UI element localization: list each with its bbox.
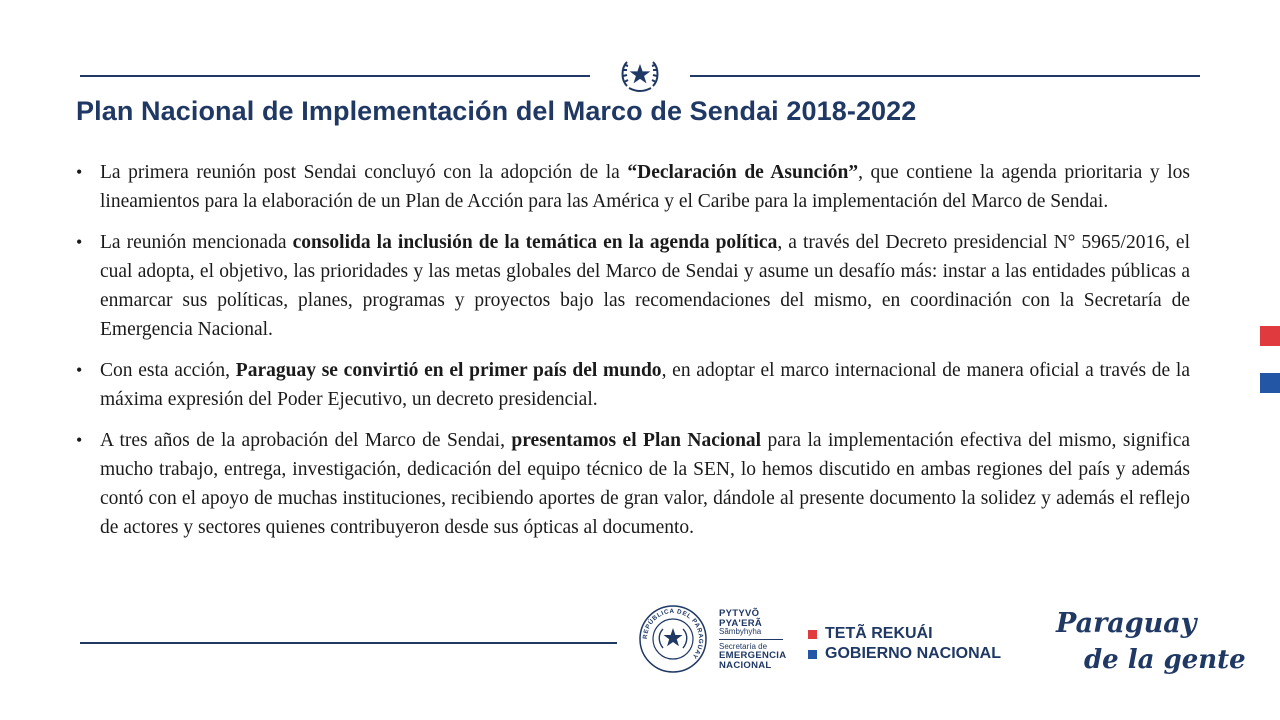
svg-text:Paraguay: Paraguay <box>1056 608 1197 639</box>
bullet-list <box>76 158 1190 554</box>
page-title: Plan Nacional de Implementación del Marco de Sendai 2018-2022 <box>76 96 917 126</box>
top-rule-left <box>80 75 590 77</box>
agency-logo: PYTYVÕ PYA'ERÃ Sãmbyhyha Secretaría de EMERGENCIA NACIONAL <box>719 608 787 671</box>
blue-square-icon <box>808 650 817 659</box>
bullet-item: • A tres años de la aprobación del Marco de Sendai, presentamos el Plan Nacional para la implementación efectiva del mismo, significa mucho trabajo, entrega, investigación, dedicación del equipo técnico de la SEN, lo hemos discutido en ambas regiones del país y además contó con el apoyo de muchas instituciones, recibiendo aportes de gran valor, dándole al presente documento la solidez y además el reflejo de actores y sectores quienes contribuyeron desde sus ópticas al documento. <box>76 426 1190 542</box>
bullet-item: • La primera reunión post Sendai concluyó con la adopción de la “Declaración de Asunción”, que contiene la agenda prioritaria y los lineamientos para la elaboración de un Plan de Acción para las América y el Caribe para la implementación del Marco de Sendai. <box>76 158 1190 216</box>
government-logo: TETÃ REKUÁI GOBIERNO NACIONAL <box>808 624 1001 664</box>
svg-text:de la gente: de la gente <box>1084 645 1246 675</box>
svg-text:REPÚBLICA DEL PARAGUAY: REPÚBLICA DEL PARAGUAY <box>641 607 705 661</box>
flag-blue-mark <box>1260 373 1280 393</box>
red-square-icon <box>808 630 817 639</box>
bullet-item: • Con esta acción, Paraguay se convirtió en el primer país del mundo, en adoptar el marco internacional de manera oficial a través de la máxima expresión del Poder Ejecutivo, un decreto presidencial. <box>76 356 1190 414</box>
national-emblem-icon <box>617 54 663 94</box>
top-rule-right <box>690 75 1200 77</box>
bottom-rule <box>80 642 617 644</box>
paraguay-de-la-gente-logo <box>1052 602 1246 682</box>
bullet-item: • La reunión mencionada consolida la inclusión de la temática en la agenda política, a través del Decreto presidencial N° 5965/2016, el cual adopta, el objetivo, las prioridades y las metas globales del Marco de Sendai y asume un desafío más: instar a las entidades públicas a enmarcar sus políticas, planes, programas y proyectos bajo las recomendaciones del mismo, en coordinación con la Secretaría de Emergencia Nacional. <box>76 228 1190 344</box>
republic-seal-icon <box>638 604 708 674</box>
flag-red-mark <box>1260 326 1280 346</box>
